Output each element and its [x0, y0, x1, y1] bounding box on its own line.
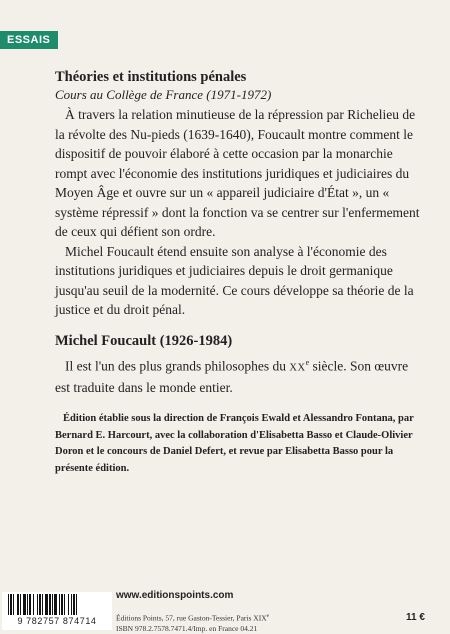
barcode-bar [23, 594, 26, 616]
barcode-bar [42, 594, 43, 616]
bio-century: XX [289, 362, 306, 373]
publisher-address-sup: e [266, 613, 270, 619]
author-heading: Michel Foucault (1926-1984) [55, 332, 233, 349]
barcode-bar [71, 594, 72, 616]
publisher-isbn: ISBN 978.2.7578.7471.4/Imp. en France 04.21 [116, 623, 258, 633]
barcode-bar [59, 594, 60, 616]
barcode-bar [8, 594, 9, 616]
barcode-bar [49, 594, 51, 616]
barcode-bar [52, 594, 53, 616]
barcode-bar [45, 594, 48, 616]
barcode-bar [20, 594, 21, 616]
author-bio [55, 353, 425, 398]
barcode-bar [39, 594, 41, 616]
barcode-bar [64, 594, 65, 616]
barcode-bar [61, 594, 63, 616]
price: 11 € [406, 612, 425, 623]
book-subtitle: Cours au Collège de France (1971-1972) [55, 87, 272, 102]
publisher-info [116, 611, 269, 634]
summary-paragraph-2: Michel Foucault étend ensuite son analyse à l'économie des institutions juridiques et judiciaires depuis le droit germanique jusqu'au seuil de la modernité. Ce cours développe sa théorie de la justice et du droit pénal. [55, 243, 414, 317]
barcode-bar [73, 594, 75, 616]
edition-credits: Édition établie sous la direction de François Ewald et Alessandro Fontana, par Bernard E. Harcourt, avec la collaboration d'Elisabetta Basso et Claude-Olivier Doron et le concours de Daniel Defert, et revue par Elisabetta Basso pour la présente édition. [55, 413, 414, 474]
barcode-bar [29, 594, 31, 616]
barcode-bar [17, 594, 19, 616]
book-title: Théories et institutions pénales [55, 69, 247, 85]
barcode-bar [76, 594, 77, 616]
barcode-bar [33, 594, 34, 616]
barcode-bar [37, 594, 38, 616]
publisher-website[interactable]: www.editionspoints.com [116, 590, 234, 601]
bio-text-1: Il est l'un des plus grands philosophes du [65, 358, 290, 373]
barcode-bar [10, 594, 12, 616]
barcode-number: 9 782757 874714 [2, 615, 112, 628]
content [55, 68, 425, 477]
summary-paragraph-1: À travers la relation minutieuse de la répression par Richelieu de la révolte des Nu-pieds (1639-1640), Foucault montre comment le dispositif de pouvoir élaboré à cette occasion par la monarchie rompt avec l'économie des institutions juridiques et judiciaires du Moyen Âge et ouvre sur un « appareil judiciaire d'État », un « système répressif » dont la fonction va se centrer sur l'enfermement de ceux qui défient son ordre. [55, 107, 420, 239]
publisher-address-text: Éditions Points, 57, rue Gaston-Tessier, Paris XIX [116, 613, 267, 623]
bio-century-sup: e [305, 357, 310, 367]
publisher-address [116, 611, 269, 624]
bio-text-2: siècle. Son œuvre est traduite dans le monde entier. [55, 358, 409, 395]
barcode-bar [13, 594, 14, 616]
barcode-bars [2, 592, 112, 616]
barcode-bar [68, 594, 69, 616]
barcode-bar [54, 594, 57, 616]
series-tab: ESSAIS [0, 31, 58, 49]
barcode-bar [27, 594, 28, 616]
